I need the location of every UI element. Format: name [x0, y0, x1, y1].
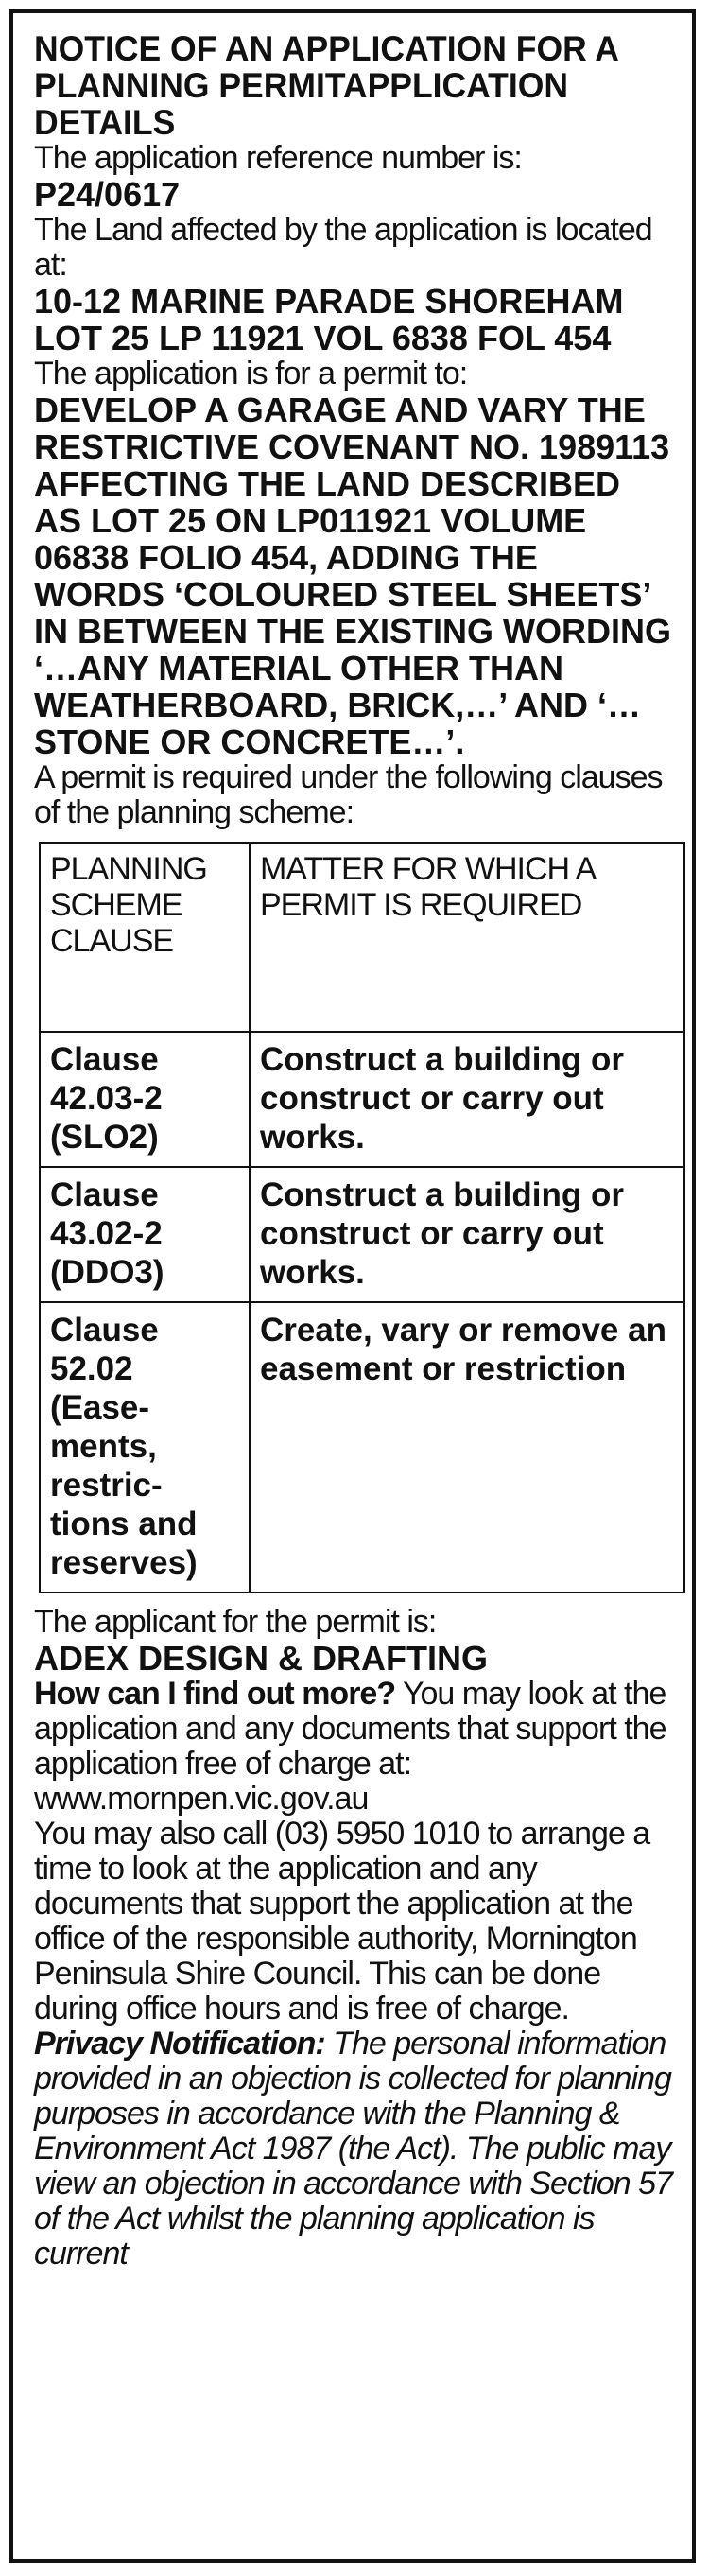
- land-label: The Land affected by the application is located at:: [34, 212, 652, 283]
- more-info-paragraph: [34, 1677, 673, 1817]
- reference-number: P24/0617: [34, 175, 181, 214]
- matter-cell: Construct a building or construct or carry out works.: [250, 1167, 684, 1302]
- planning-notice: [9, 9, 696, 2563]
- clause-cell: Clause 43.02-2 (DDO3): [40, 1167, 250, 1302]
- table-header-row: [40, 843, 684, 1032]
- applicant-name: ADEX DESIGN & DRAFTING: [34, 1639, 489, 1678]
- more-info-text: You may look at the application and any documents that support the application free of charge at: www.mornpen.vic.gov.au: [34, 1676, 666, 1817]
- matter-cell: Construct a building or construct or carry out works.: [250, 1032, 684, 1167]
- clause-table: [39, 842, 685, 1593]
- privacy-heading: Privacy Notification:: [34, 2026, 325, 2062]
- clause-cell: Clause 52.02 (Ease-ments, restric-tions and reserves): [40, 1302, 250, 1593]
- reference-label: The application reference number is:: [34, 140, 522, 176]
- land-address: 10-12 MARINE PARADE SHOREHAM LOT 25 LP 11921 VOL 6838 FOL 454: [34, 282, 624, 357]
- header-clause: PLANNING SCHEME CLAUSE: [40, 843, 250, 1032]
- call-paragraph: You may also call (03) 5950 1010 to arrange a time to look at the application and any documents that support the application at the office of the responsible authority, Mornington Peninsula Shire Council. This can be done during office hours and is free of charge.: [34, 1816, 650, 2027]
- matter-cell: Create, vary or remove an easement or restriction: [250, 1302, 684, 1593]
- table-row: [40, 1302, 684, 1593]
- privacy-paragraph: [34, 2027, 673, 2271]
- applicant-label: The applicant for the permit is:: [34, 1604, 437, 1640]
- header-matter: MATTER FOR WHICH A PERMIT IS REQUIRED: [250, 843, 684, 1032]
- privacy-text: The personal information provided in an objection is collected for planning purposes in accordance with the Planning & Environment Act 1987 (the Act). The public may view an objection in accordance with Section 57 of the Act whilst the planning application is current: [34, 2026, 672, 2271]
- table-row: [40, 1167, 684, 1302]
- more-info-heading: How can I find out more?: [34, 1676, 396, 1712]
- purpose-label: The application is for a permit to:: [34, 356, 468, 392]
- purpose-description: DEVELOP A GARAGE AND VARY THE RESTRICTIVE COVENANT NO. 1989113 AFFECTING THE LAND DESCRIBED AS LOT 25 ON LP011921 VOLUME 06838 FOLIO 454, ADDING THE WORDS ‘COLOURED STEEL SHEETS’ IN BETWEEN THE EXISTING WORDING ‘…ANY MATERIAL OTHER THAN WEATHERBOARD, BRICK,…’ AND ‘…STONE OR CONCRETE…’.: [34, 391, 672, 761]
- notice-title: NOTICE OF AN APPLICATION FOR A PLANNING PERMITAPPLICATION DETAILS: [34, 29, 618, 142]
- table-row: [40, 1032, 684, 1167]
- clause-cell: Clause 42.03-2 (SLO2): [40, 1032, 250, 1167]
- clauses-intro: A permit is required under the following clauses of the planning scheme:: [34, 759, 663, 830]
